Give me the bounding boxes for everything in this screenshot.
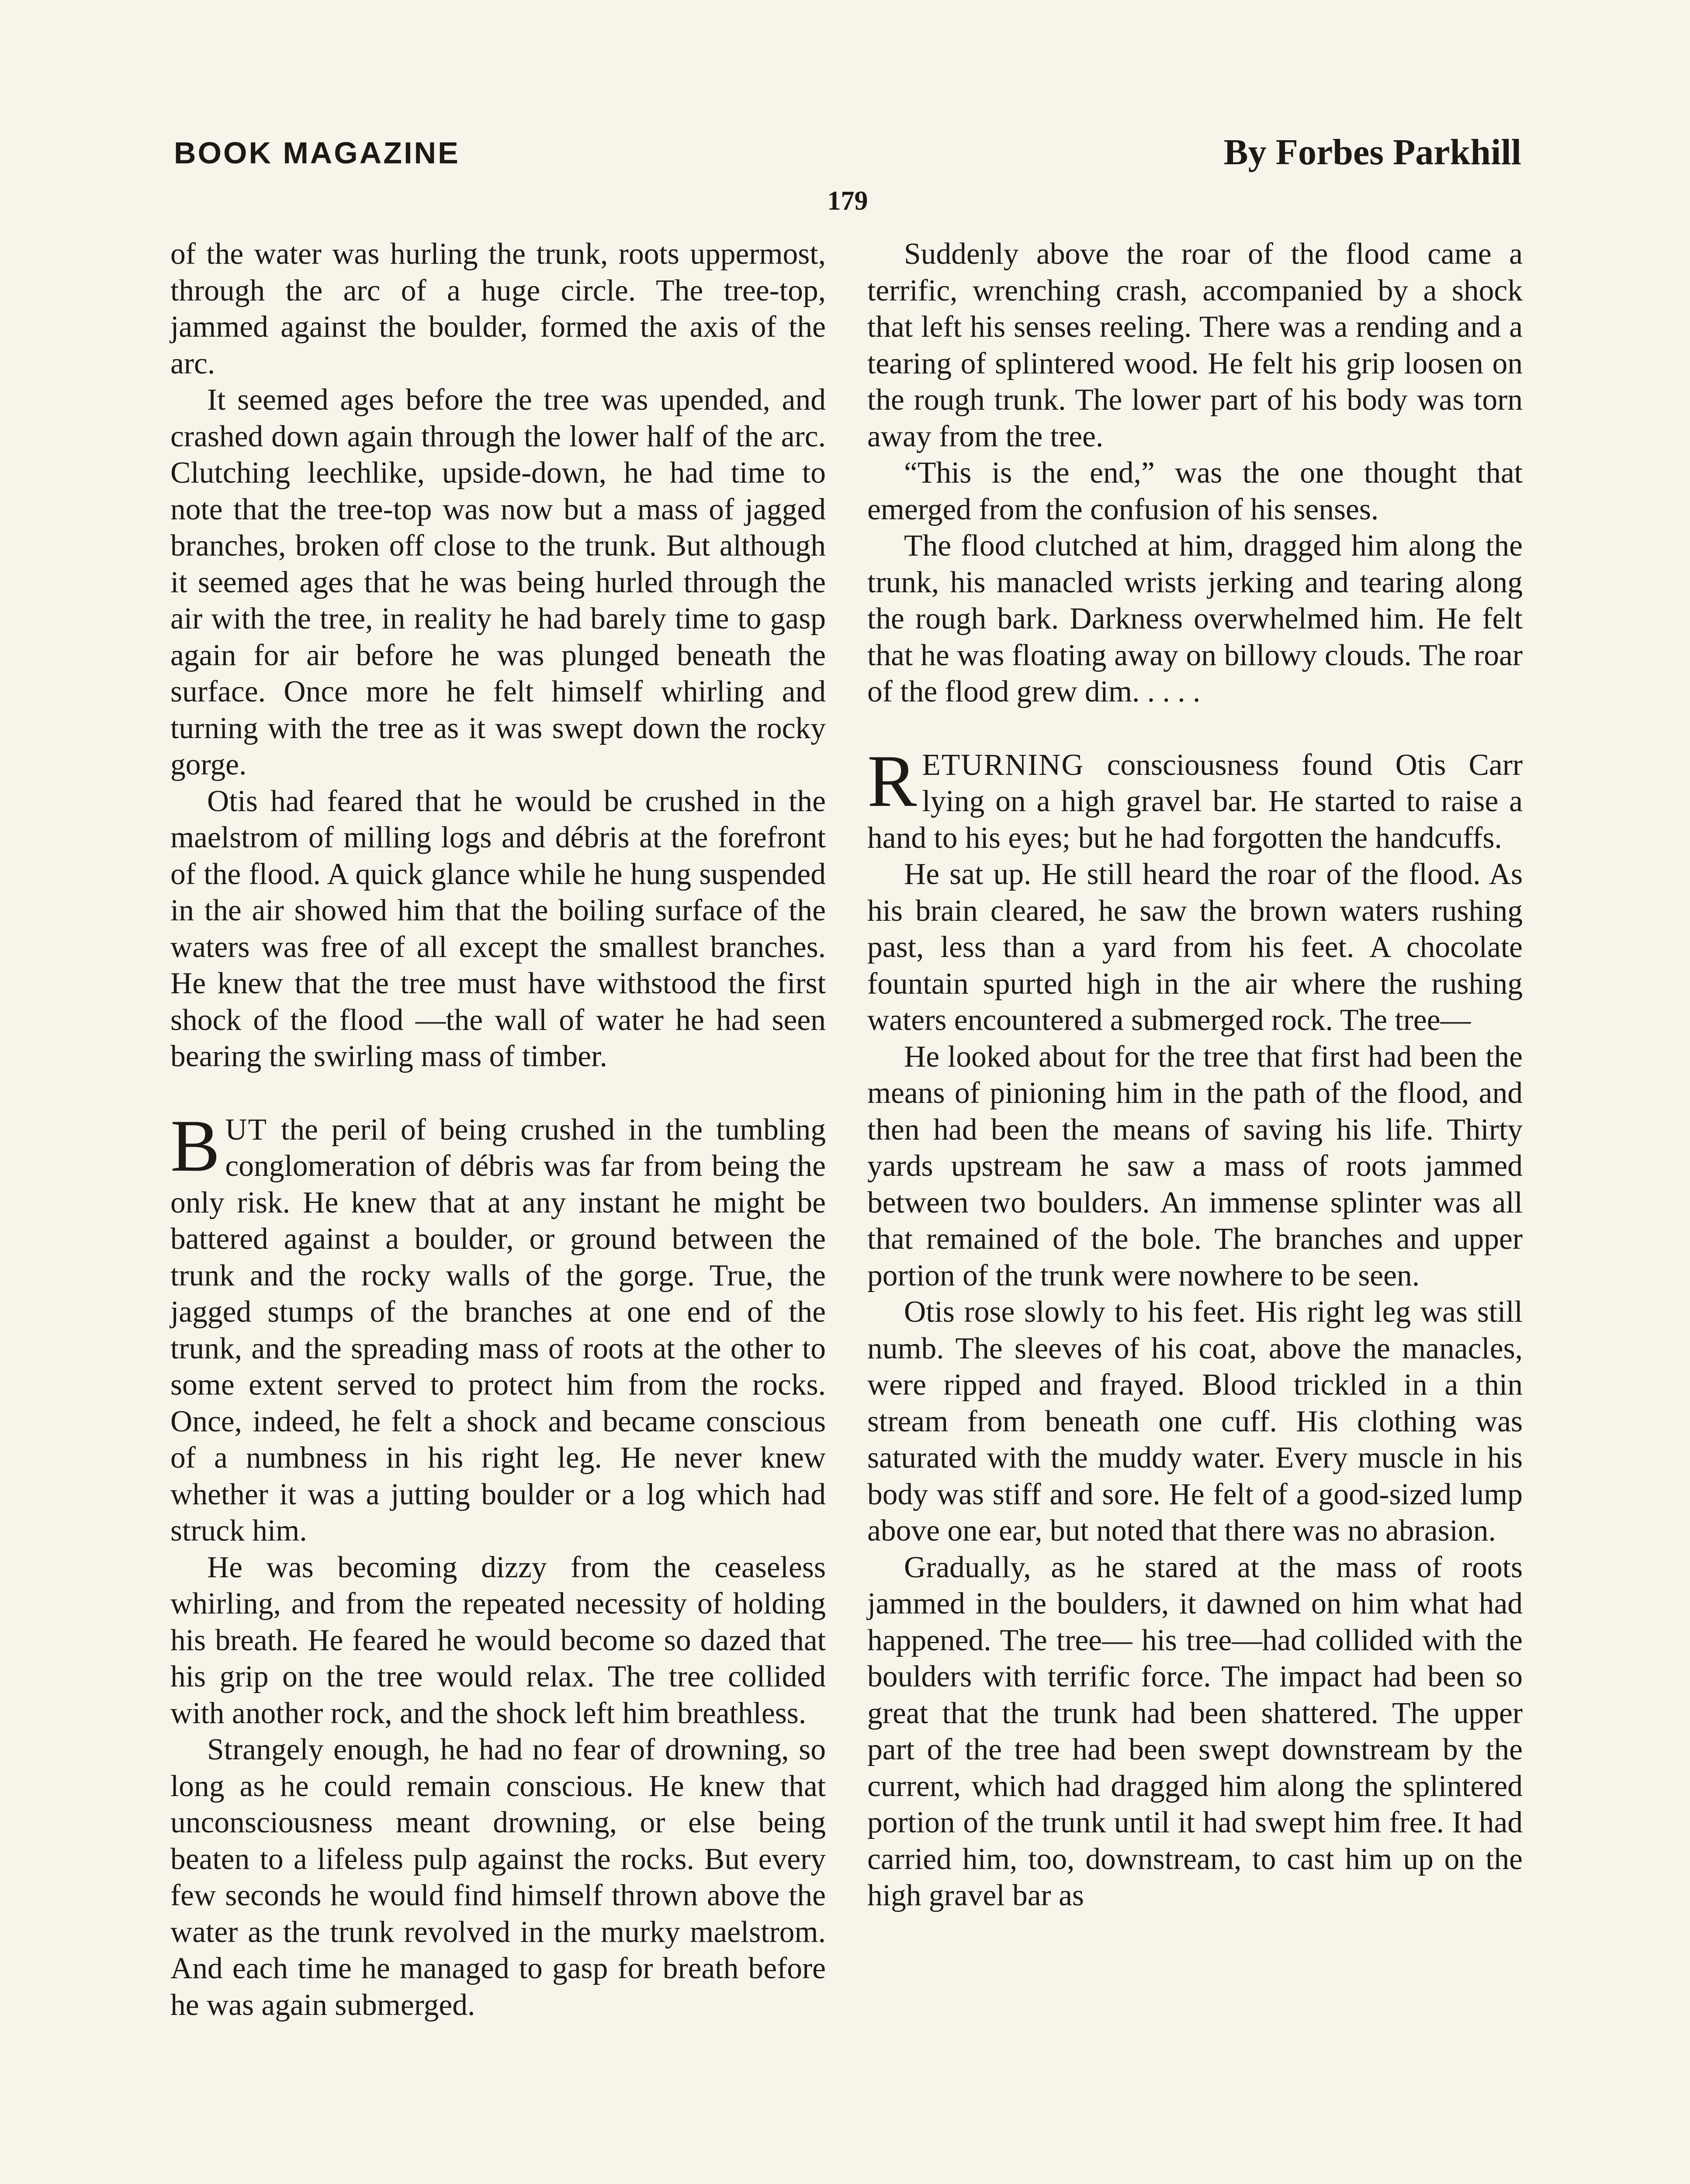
paragraph: He was becoming dizzy from the ceaseless whirling, and from the repeated necessity of holding his breath. He feared he would become so dazed that his grip on the tree would relax. The tree collided with another rock, and the shock left him breathless. [170, 1550, 826, 1730]
paragraph: Suddenly above the roar of the flood came a terrific, wrenching crash, accompanied by a shock that left his senses reeling. There was a rending and a tearing of splintered wood. He felt his grip loosen on the rough trunk. The lower part of his body was torn away from the tree. [867, 237, 1523, 453]
paragraph: He looked about for the tree that first had been the means of pinioning him in the path of the flood, and then had been the means of saving his life. Thirty yards upstream he saw a mass of roots jammed between two boulders. An immense splinter was all that remained of the bole. The branches and upper portion of the trunk were nowhere to be seen. [867, 1040, 1523, 1292]
paragraph-dropcap [170, 1104, 826, 1549]
paragraph: Gradually, as he stared at the mass of roots jammed in the boulders, it dawned on him what had happened. The tree— his tree—had collided with the boulders with terrific force. The impact had been so great that the trunk had been shattered. The upper part of the tree had been swept downstream by the current, which had dragged him along the splintered portion of the trunk until it had swept him free. It had carried him, too, downstream, to cast him up on the high gravel bar as [867, 1550, 1523, 1912]
paragraph-text: the peril of being crushed in the tumbling conglomeration of débris was far from being the only risk. He knew that at any instant he might be battered against a boulder, or ground between the trunk and the rocky walls of the gorge. True, the jagged stumps of the branches at one end of the trunk, and the spreading mass of roots at the other to some extent served to protect him from the rocks. Once, indeed, he felt a shock and became conscious of a numbness in his right leg. He never knew whether it was a jutting boulder or a log which had struck him. [170, 1113, 826, 1548]
paragraph: Otis had feared that he would be crushed in the maelstrom of milling logs and débris at the forefront of the flood. A quick glance while he hung suspended in the air showed him that the boiling surface of the waters was free of all except the smallest branches. He knew that the tree must have withstood the first shock of the flood —the wall of water he had seen bearing the swirling mass of timber. [170, 784, 826, 1073]
paragraph: Strangely enough, he had no fear of drowning, so long as he could remain conscious. He knew that unconsciousness meant drowning, or else being beaten to a lifeless pulp against the rocks. But every few seconds he would find himself thrown above the water as the trunk revolved in the murky maelstrom. And each time he managed to gasp for breath before he was again submerged. [170, 1733, 826, 2022]
paragraph: Otis rose slowly to his feet. His right leg was still numb. The sleeves of his coat, above the manacles, were ripped and frayed. Blood trickled in a thin stream from beneath one cuff. His clothing was saturated with the muddy water. Every muscle in his body was stiff and sore. He felt of a good-sized lump above one ear, but noted that there was no abrasion. [867, 1295, 1523, 1548]
drop-cap-letter: B [170, 1104, 220, 1187]
page-number: 179 [827, 186, 868, 216]
paragraph: The flood clutched at him, dragged him along the trunk, his manacled wrists jerking and tearing along the rough bark. Darkness overwhelmed him. He felt that he was floating away on billowy clouds. The roar of the flood grew dim. . . . . [867, 529, 1523, 708]
left-column [170, 236, 826, 2023]
small-caps-lead: UT [225, 1113, 268, 1147]
magazine-title: BOOK MAGAZINE [174, 136, 460, 170]
small-caps-lead: ETURNING [922, 748, 1084, 782]
drop-cap-letter: R [867, 740, 917, 822]
paragraph: of the water was hurling the trunk, roots uppermost, through the arc of a huge circle. The tree-top, jammed against the boulder, formed the axis of the arc. [170, 237, 826, 380]
author-byline: By Forbes Parkhill [1223, 132, 1521, 173]
section-break [867, 710, 1523, 747]
right-column [867, 236, 1523, 1914]
paragraph: He sat up. He still heard the roar of the flood. As his brain cleared, he saw the brown waters rushing past, less than a yard from his feet. A chocolate fountain spurted high in the air where the rushing waters encountered a submerged rock. The tree— [867, 857, 1523, 1037]
paragraph: It seemed ages before the tree was upended, and crashed down again through the lower half of the arc. Clutching leechlike, upside-down, he had time to note that the tree-top was now but a mass of jagged branches, broken off close to the trunk. But although it seemed ages that he was being hurled through the air with the tree, in reality he had barely time to gasp again for air before he was plunged beneath the surface. Once more he felt himself whirling and turning with the tree as it was swept down the rocky gorge. [170, 383, 826, 781]
section-break [170, 1075, 826, 1112]
paragraph-dropcap [867, 740, 1523, 857]
paragraph-text: consciousness found Otis Carr lying on a high gravel bar. He started to raise a hand to his eyes; but he had forgotten the handcuffs. [867, 748, 1523, 855]
paragraph: “This is the end,” was the one thought that emerged from the confusion of his senses. [867, 456, 1523, 526]
